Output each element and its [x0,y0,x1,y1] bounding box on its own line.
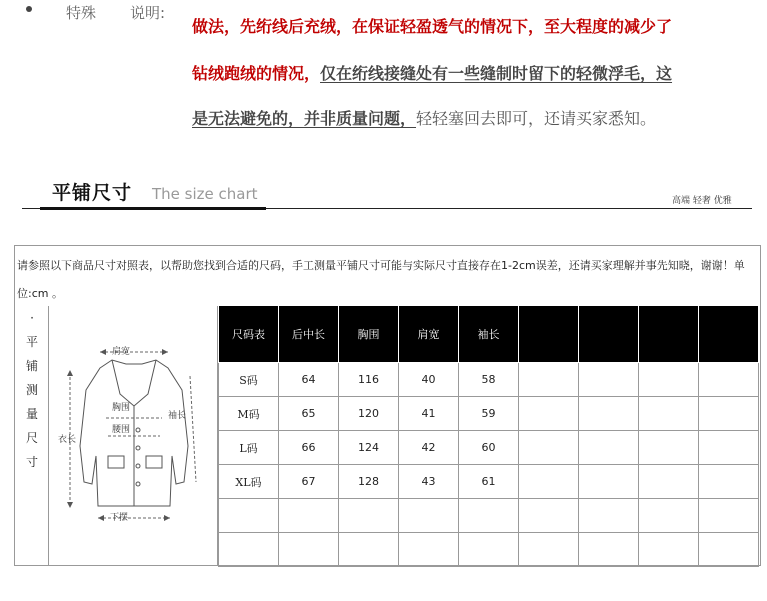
table-cell [519,431,579,465]
side-label-char: 平 [25,335,38,349]
table-row [219,431,759,465]
size-label-cell: S码 [219,363,279,397]
table-cell [459,499,519,533]
table-cell: 116 [339,363,399,397]
note-line-1: 做法，先绗线后充绒，在保证轻盈透气的情况下，至大程度的减少了 [192,17,673,36]
size-chart-title-en: The size chart [152,185,258,203]
side-label-char: 铺 [25,359,38,373]
size-label-cell: L码 [219,431,279,465]
table-cell: 120 [339,397,399,431]
table-cell: 64 [279,363,339,397]
size-chart-title: 平铺尺寸 [52,182,133,204]
note-line-3-underlined: 是无法避免的，并非质量问题， [192,109,417,128]
label-shoulder: 肩宽 [112,347,131,357]
table-cell [699,397,759,431]
side-label-char: 测 [25,383,38,397]
table-cell [279,499,339,533]
table-cell [639,397,699,431]
table-cell [579,431,639,465]
table-cell [579,533,639,567]
note-line-2-underlined: 仅在绗线接缝处有一些缝制时留下的轻微浮毛，这 [320,64,673,83]
note-line-2 [192,61,672,84]
header-divider-accent [40,207,266,210]
table-cell [459,533,519,567]
note-line-2-red: 钻绒跑绒的情况， [192,64,321,83]
size-label-cell: XL码 [219,465,279,499]
table-row [219,499,759,533]
label-waist: 腰围 [112,425,131,435]
table-cell [699,499,759,533]
table-cell [639,431,699,465]
table-cell: 124 [339,431,399,465]
table-cell [639,465,699,499]
table-cell [579,397,639,431]
header-cell: 后中长 [279,306,339,363]
label-sleeve: 袖长 [168,411,187,421]
size-label-cell [219,533,279,567]
note-line-3 [192,106,656,129]
header-cell: 胸围 [339,306,399,363]
size-label-cell: M码 [219,397,279,431]
size-label-cell [219,499,279,533]
table-row [219,397,759,431]
table-cell [339,533,399,567]
table-cell: 61 [459,465,519,499]
label-length: 衣长 [58,435,77,445]
table-cell: 66 [279,431,339,465]
coat-illustration [50,306,217,566]
table-row [219,363,759,397]
note-line-3-normal: 轻轻塞回去即可，还请买家悉知。 [416,109,657,128]
note-label-special: 特殊 [66,4,97,22]
table-cell [519,533,579,567]
table-cell [579,499,639,533]
coat-diagram [50,306,218,566]
table-cell [339,499,399,533]
table-cell [519,363,579,397]
size-chart-tagline: 高端 轻奢 优雅 [672,196,732,206]
note-label-explain: 说明: [130,4,166,22]
header-cell [699,306,759,363]
side-label [16,306,49,566]
table-cell: 40 [399,363,459,397]
table-cell [519,397,579,431]
size-table [218,305,759,567]
table-cell: 67 [279,465,339,499]
table-cell [519,499,579,533]
header-cell: 肩宽 [399,306,459,363]
table-cell [639,533,699,567]
header-cell [639,306,699,363]
label-hem: 下摆 [110,513,129,523]
table-cell [399,533,459,567]
table-cell [579,465,639,499]
table-cell: 59 [459,397,519,431]
table-cell [639,363,699,397]
table-cell: 128 [339,465,399,499]
header-cell [579,306,639,363]
header-cell [519,306,579,363]
table-cell: 41 [399,397,459,431]
table-cell: 42 [399,431,459,465]
header-cell: 袖长 [459,306,519,363]
table-row [219,465,759,499]
side-label-char: · [30,311,34,325]
table-cell [699,465,759,499]
side-label-char: 量 [25,407,38,421]
table-row [219,533,759,567]
size-table-body [219,363,759,567]
side-label-char: 寸 [25,455,38,469]
table-cell: 60 [459,431,519,465]
table-cell [279,533,339,567]
table-cell: 65 [279,397,339,431]
table-cell [579,363,639,397]
table-cell [699,533,759,567]
table-cell: 43 [399,465,459,499]
table-cell [399,499,459,533]
size-table-header [219,306,759,363]
header-cell: 尺码表 [219,306,279,363]
table-cell [699,431,759,465]
table-cell [699,363,759,397]
bullet-dot [26,6,32,12]
table-cell [639,499,699,533]
table-cell: 58 [459,363,519,397]
table-cell [519,465,579,499]
label-chest: 胸围 [112,403,131,413]
size-table-intro: 请参照以下商品尺寸对照表，以帮助您找到合适的尺码，手工测量平铺尺寸可能与实际尺寸直接存在1-2cm误差，还请买家理解并事先知晓，谢谢！单位:cm 。 [17,259,745,300]
side-label-char: 尺 [25,431,38,445]
